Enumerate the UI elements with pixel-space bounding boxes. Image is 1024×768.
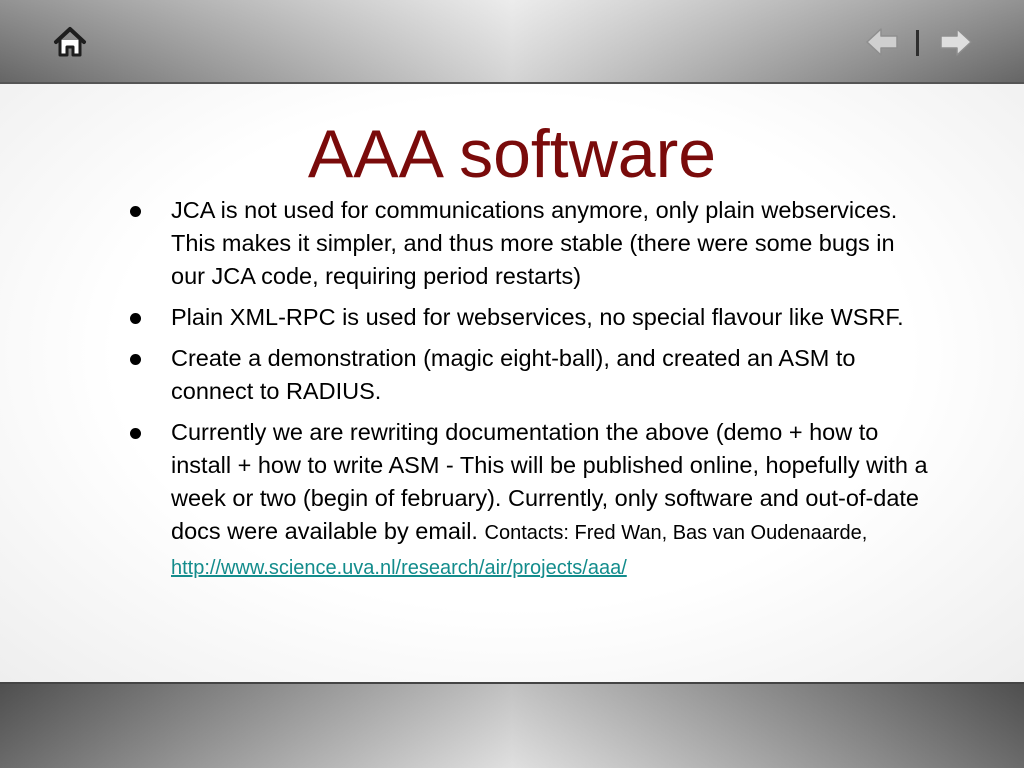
bullet-item (130, 342, 930, 408)
bullet-item (130, 194, 930, 293)
arrow-right-icon (938, 26, 974, 58)
bullet-text: Currently we are rewriting documentation the above (demo + how to install + how to write ASM - This will be published online, hopefully with a week or two (begin of february). Currently, only software and out-of-date docs were available by email. (171, 419, 928, 544)
home-button[interactable] (52, 24, 88, 60)
bullet-text: Plain XML-RPC is used for webservices, no special flavour like WSRF. (171, 304, 904, 330)
home-icon (52, 24, 88, 60)
bullet-text: Create a demonstration (magic eight-ball), and created an ASM to connect to RADIUS. (171, 345, 856, 404)
bullet-dot (130, 313, 141, 324)
arrow-left-icon (864, 26, 900, 58)
project-link[interactable]: http://www.science.uva.nl/research/air/projects/aaa/ (171, 557, 627, 579)
bullet-list (130, 194, 930, 593)
bottom-bar (0, 682, 1024, 768)
bullet-item (130, 416, 930, 585)
bullet-item (130, 301, 930, 334)
bullet-dot (130, 206, 141, 217)
slide-navigation (864, 26, 976, 58)
bullet-dot (130, 354, 141, 365)
previous-slide-button[interactable] (864, 26, 900, 58)
contacts-text: Contacts: Fred Wan, Bas van Oudenaarde, (484, 522, 868, 544)
bullet-dot (130, 428, 141, 439)
bullet-text: JCA is not used for communications anymore, only plain webservices. This makes it simpler, and thus more stable (there were some bugs in our JCA code, requiring period restarts) (171, 197, 898, 289)
top-toolbar (0, 0, 1024, 84)
slide-title: AAA software (307, 116, 717, 192)
nav-divider (916, 30, 919, 56)
next-slide-button[interactable] (938, 26, 974, 58)
slide-content (0, 84, 1024, 682)
